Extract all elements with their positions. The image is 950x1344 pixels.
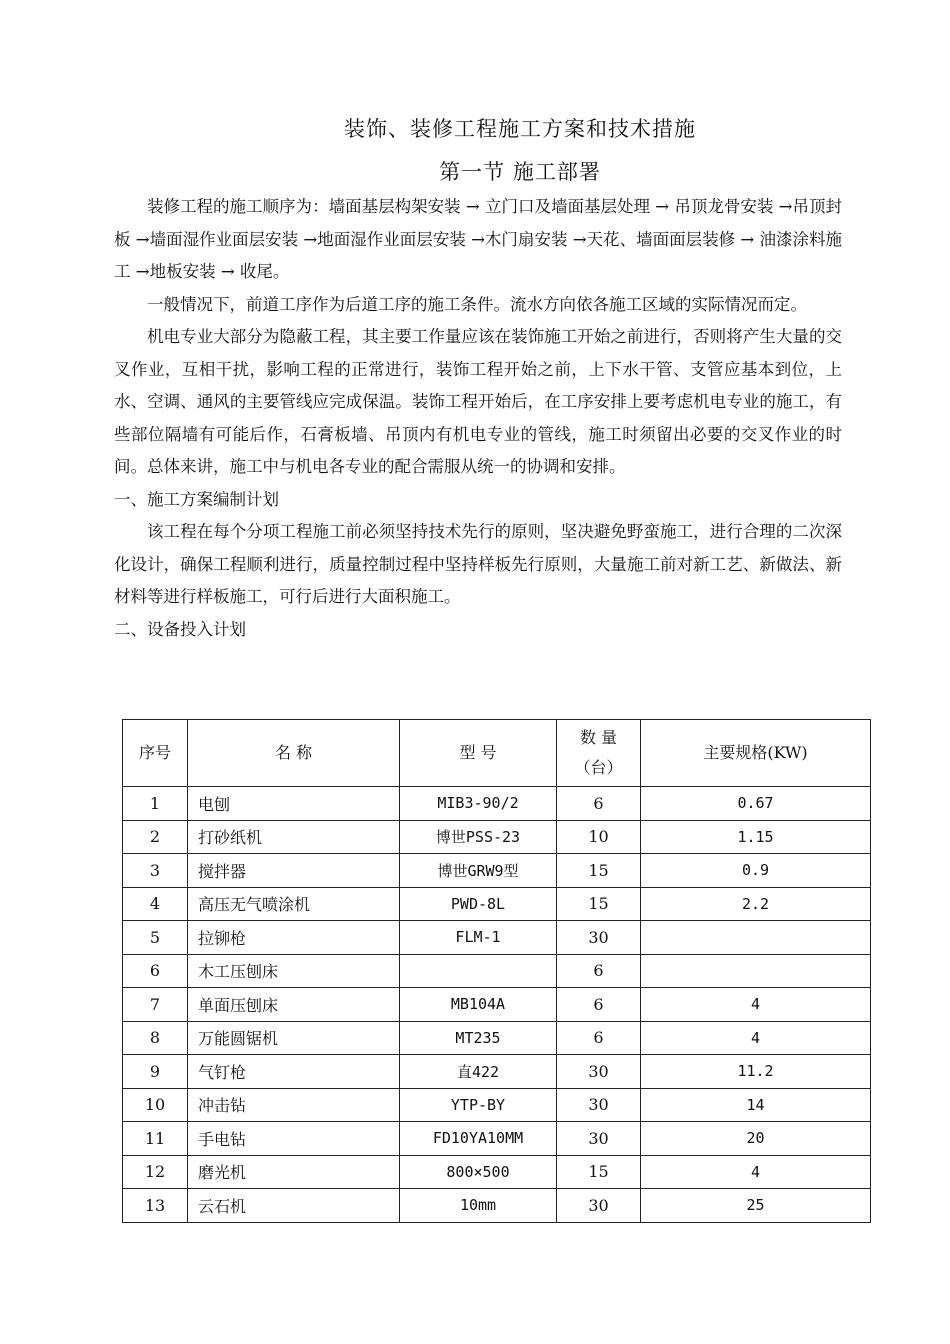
cell-index: 2 bbox=[123, 820, 188, 854]
paragraph-mep: 机电专业大部分为隐蔽工程，其主要工作量应该在装饰施工开始之前进行，否则将产生大量的交叉作业，互相干扰，影响工程的正常进行，装饰工程开始之前，上下水干管、支管应基本到位，上水、空调、通风的主要管线应完成保温。装饰工程开始后，在工序安排上要考虑机电专业的施工，有些部位隔墙有可能后作，石膏板墙、吊顶内有机电专业的管线，施工时须留出必要的交叉作业的时间。总体来讲，施工中与机电各专业的配合需服从统一的协调和安排。 bbox=[114, 327, 842, 476]
document-body bbox=[114, 191, 842, 646]
table-row bbox=[123, 1155, 871, 1189]
table-row bbox=[123, 1122, 871, 1156]
cell-index: 1 bbox=[123, 787, 188, 821]
table-header-row bbox=[123, 720, 871, 787]
cell-model: MIB3-90/2 bbox=[400, 787, 557, 821]
cell-index: 3 bbox=[123, 854, 188, 888]
cell-quantity: 6 bbox=[557, 787, 641, 821]
header-quantity-line2: （台） bbox=[574, 758, 623, 777]
cell-model: MB104A bbox=[400, 988, 557, 1022]
cell-name: 云石机 bbox=[188, 1189, 400, 1223]
cell-name: 拉铆枪 bbox=[188, 921, 400, 955]
table-row bbox=[123, 988, 871, 1022]
table-row bbox=[123, 1088, 871, 1122]
table-row bbox=[123, 1021, 871, 1055]
cell-model: FD10YA10MM bbox=[400, 1122, 557, 1156]
cell-quantity: 6 bbox=[557, 954, 641, 988]
section-title: 第一节 施工部署 bbox=[439, 160, 601, 184]
cell-model: 10mm bbox=[400, 1189, 557, 1223]
cell-name: 搅拌器 bbox=[188, 854, 400, 888]
cell-name: 高压无气喷涂机 bbox=[188, 887, 400, 921]
heading-equipment: 二、设备投入计划 bbox=[114, 619, 246, 639]
cell-spec: 0.9 bbox=[641, 854, 871, 888]
cell-index: 13 bbox=[123, 1189, 188, 1223]
cell-spec: 11.2 bbox=[641, 1055, 871, 1089]
header-model: 型 号 bbox=[400, 720, 557, 787]
cell-name: 打砂纸机 bbox=[188, 820, 400, 854]
cell-name: 手电钻 bbox=[188, 1122, 400, 1156]
document-title: 装饰、装修工程施工方案和技术措施 bbox=[344, 117, 696, 141]
cell-model: 800×500 bbox=[400, 1155, 557, 1189]
paragraph-general: 一般情况下，前道工序作为后道工序的施工条件。流水方向依各施工区域的实际情况而定。 bbox=[147, 294, 807, 314]
heading-plan: 一、施工方案编制计划 bbox=[114, 489, 279, 509]
cell-quantity: 30 bbox=[557, 921, 641, 955]
cell-spec bbox=[641, 921, 871, 955]
table-row bbox=[123, 854, 871, 888]
cell-model bbox=[400, 954, 557, 988]
cell-name: 冲击钻 bbox=[188, 1088, 400, 1122]
cell-spec bbox=[641, 954, 871, 988]
cell-index: 5 bbox=[123, 921, 188, 955]
equipment-table bbox=[122, 719, 871, 1223]
cell-name: 木工压刨床 bbox=[188, 954, 400, 988]
table-row bbox=[123, 954, 871, 988]
header-index: 序号 bbox=[123, 720, 188, 787]
cell-quantity: 30 bbox=[557, 1122, 641, 1156]
cell-name: 电刨 bbox=[188, 787, 400, 821]
cell-model: FLM-1 bbox=[400, 921, 557, 955]
cell-name: 单面压刨床 bbox=[188, 988, 400, 1022]
cell-spec: 0.67 bbox=[641, 787, 871, 821]
cell-model: MT235 bbox=[400, 1021, 557, 1055]
cell-index: 11 bbox=[123, 1122, 188, 1156]
table-body bbox=[123, 787, 871, 1223]
cell-spec: 2.2 bbox=[641, 887, 871, 921]
cell-quantity: 6 bbox=[557, 1021, 641, 1055]
cell-name: 气钉枪 bbox=[188, 1055, 400, 1089]
header-name: 名 称 bbox=[188, 720, 400, 787]
cell-index: 7 bbox=[123, 988, 188, 1022]
paragraph-plan: 该工程在每个分项工程施工前必须坚持技术先行的原则，坚决避免野蛮施工，进行合理的二次深化设计，确保工程顺利进行，质量控制过程中坚持样板先行原则，大量施工前对新工艺、新做法、新材料等进行样板施工，可行后进行大面积施工。 bbox=[114, 522, 842, 606]
header-quantity-line1: 数 量 bbox=[579, 728, 618, 747]
cell-quantity: 30 bbox=[557, 1088, 641, 1122]
cell-quantity: 10 bbox=[557, 820, 641, 854]
paragraph-sequence: 装修工程的施工顺序为：墙面基层构架安装 → 立门口及墙面基层处理 → 吊顶龙骨安装 →吊顶封板 →墙面湿作业面层安装 →地面湿作业面层安装 →木门扇安装 →天花、墙面面层装修 → 油漆涂料施工 →地板安装 → 收尾。 bbox=[114, 197, 842, 281]
cell-spec: 4 bbox=[641, 1155, 871, 1189]
cell-index: 12 bbox=[123, 1155, 188, 1189]
cell-quantity: 15 bbox=[557, 854, 641, 888]
table-row bbox=[123, 787, 871, 821]
table-row bbox=[123, 820, 871, 854]
cell-spec: 25 bbox=[641, 1189, 871, 1223]
table-row bbox=[123, 1189, 871, 1223]
cell-spec: 14 bbox=[641, 1088, 871, 1122]
cell-index: 8 bbox=[123, 1021, 188, 1055]
header-spec: 主要规格(KW) bbox=[641, 720, 871, 787]
cell-model: 博世PSS-23 bbox=[400, 820, 557, 854]
cell-quantity: 15 bbox=[557, 887, 641, 921]
cell-quantity: 15 bbox=[557, 1155, 641, 1189]
cell-index: 10 bbox=[123, 1088, 188, 1122]
cell-model: 博世GRW9型 bbox=[400, 854, 557, 888]
cell-spec: 4 bbox=[641, 988, 871, 1022]
cell-spec: 20 bbox=[641, 1122, 871, 1156]
cell-model: YTP-BY bbox=[400, 1088, 557, 1122]
cell-spec: 4 bbox=[641, 1021, 871, 1055]
table-row bbox=[123, 921, 871, 955]
table-row bbox=[123, 1055, 871, 1089]
cell-index: 9 bbox=[123, 1055, 188, 1089]
table-row bbox=[123, 887, 871, 921]
cell-model: 直422 bbox=[400, 1055, 557, 1089]
cell-model: PWD-8L bbox=[400, 887, 557, 921]
cell-index: 6 bbox=[123, 954, 188, 988]
cell-quantity: 30 bbox=[557, 1055, 641, 1089]
cell-name: 万能圆锯机 bbox=[188, 1021, 400, 1055]
cell-quantity: 6 bbox=[557, 988, 641, 1022]
cell-index: 4 bbox=[123, 887, 188, 921]
cell-name: 磨光机 bbox=[188, 1155, 400, 1189]
cell-quantity: 30 bbox=[557, 1189, 641, 1223]
cell-spec: 1.15 bbox=[641, 820, 871, 854]
header-quantity bbox=[557, 720, 641, 787]
